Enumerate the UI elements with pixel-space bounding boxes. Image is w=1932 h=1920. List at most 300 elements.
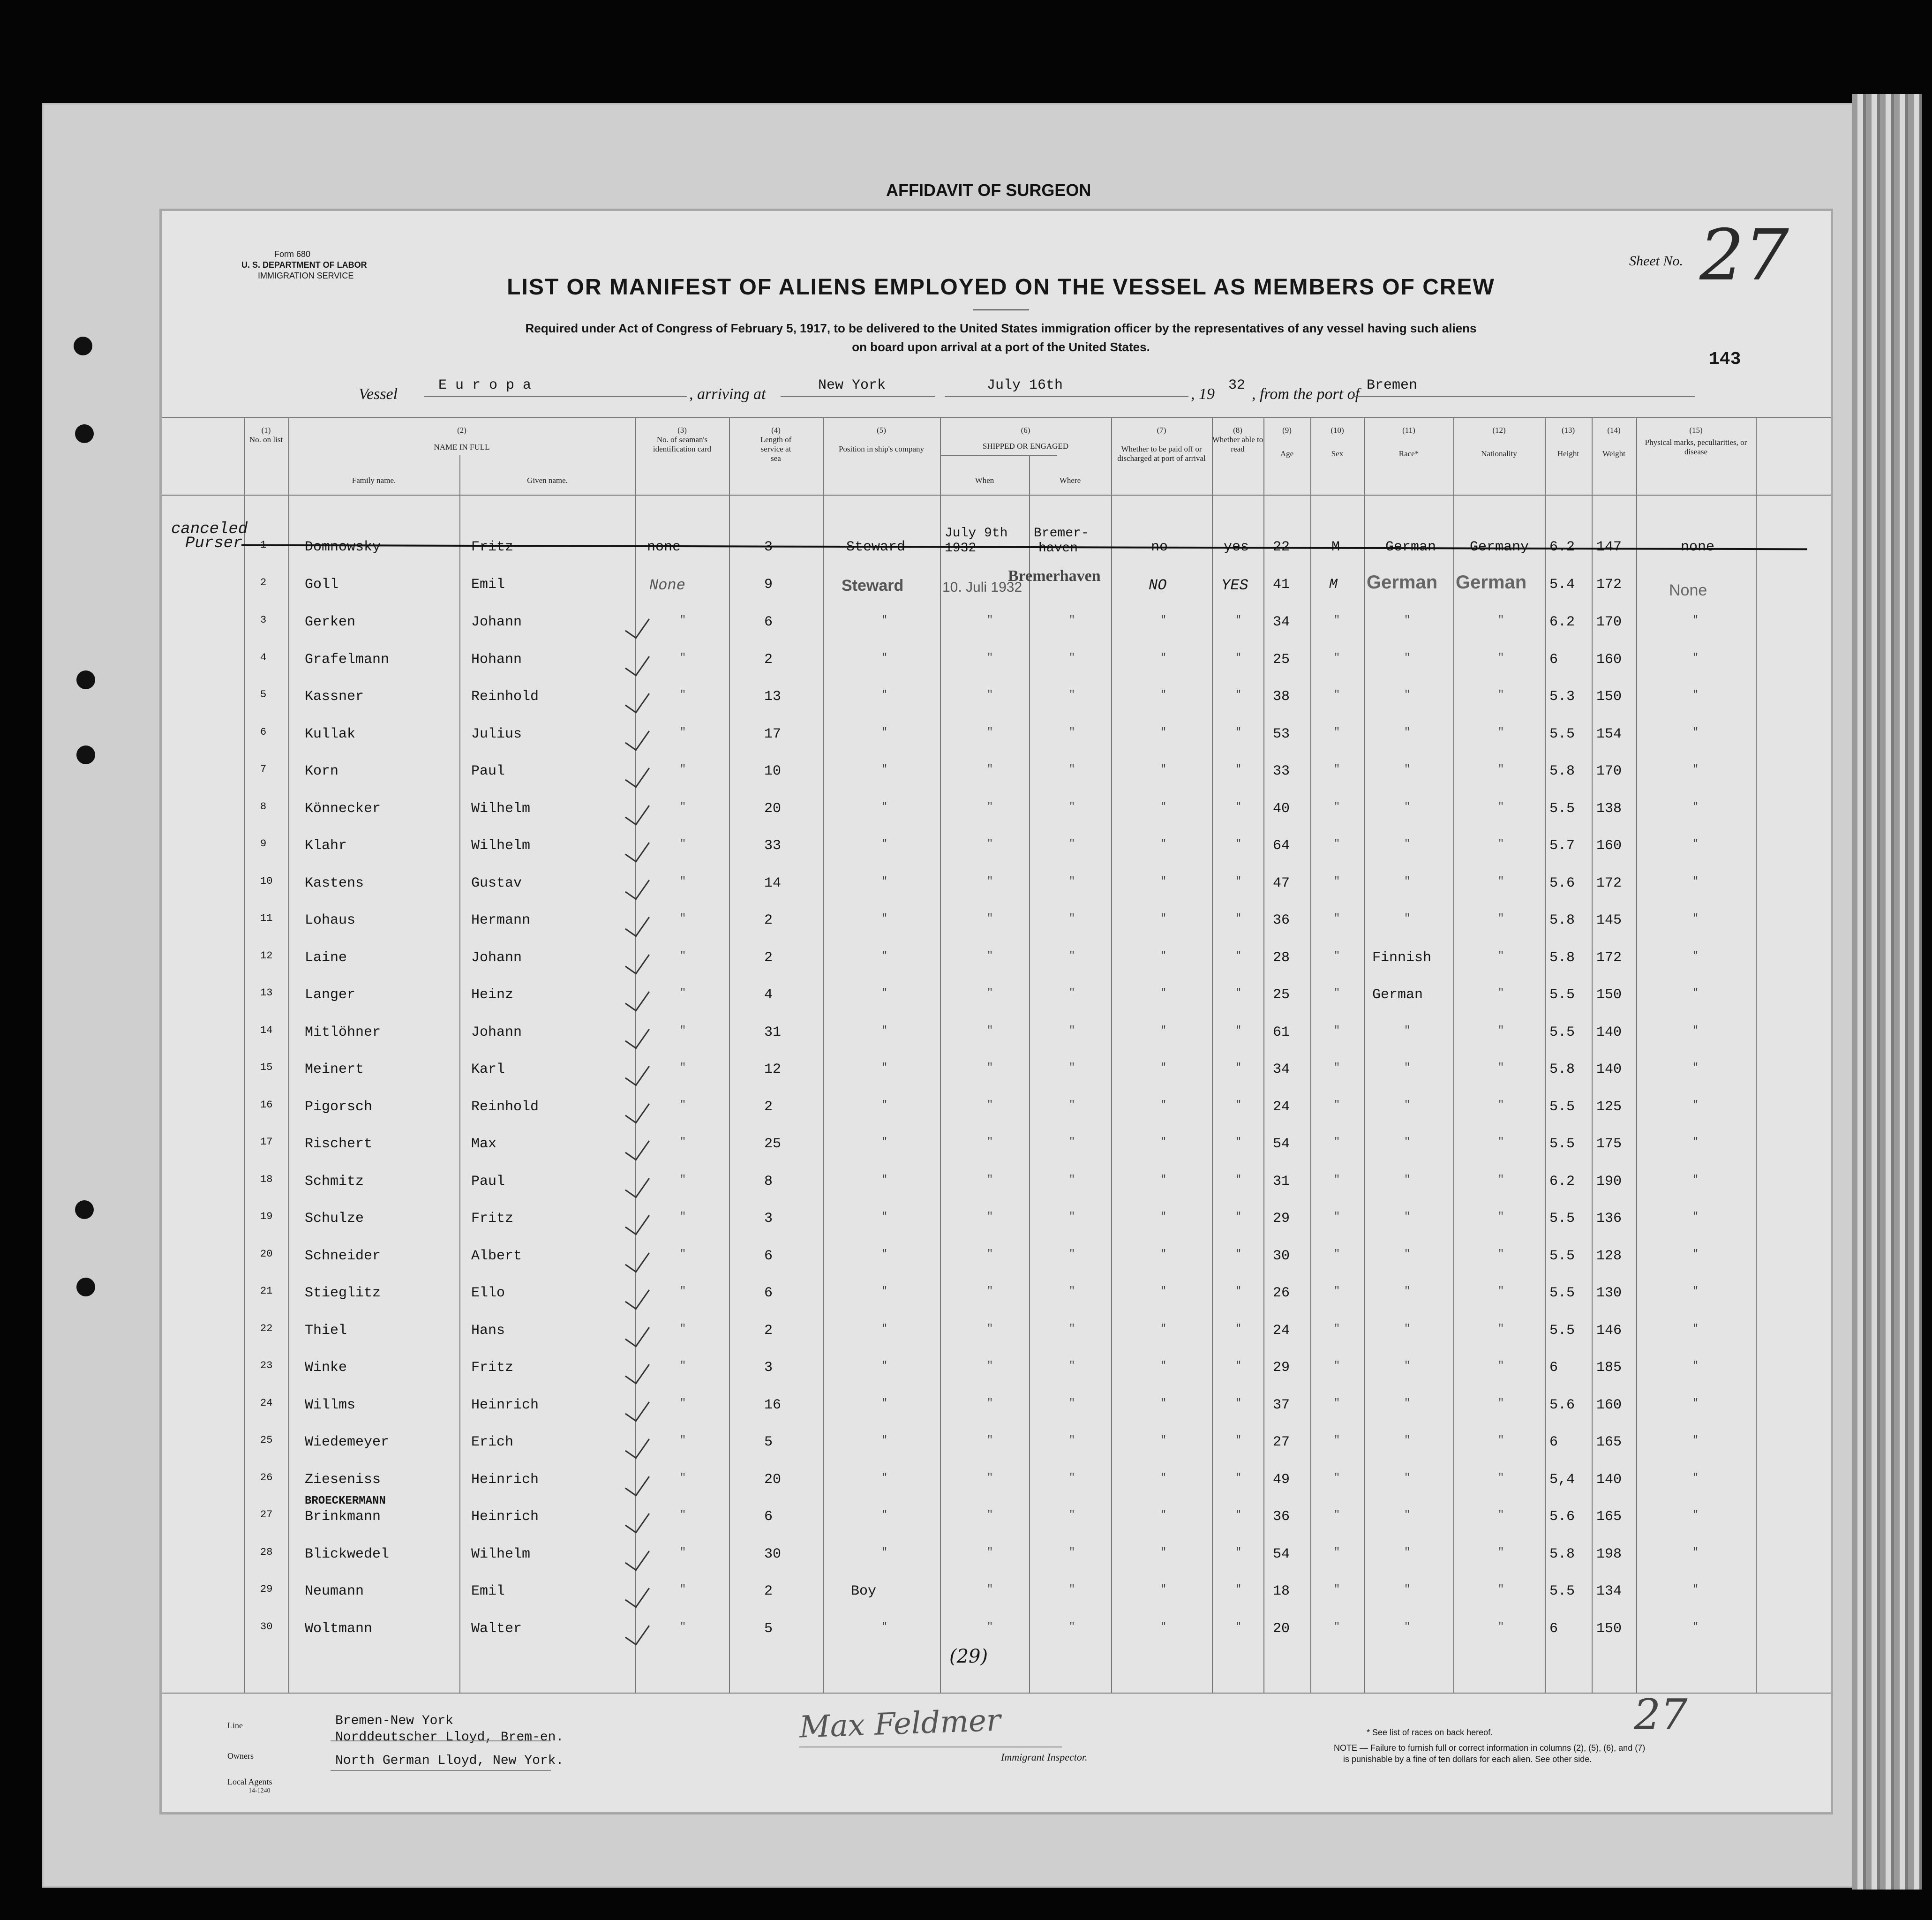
weight: 136 <box>1596 1211 1622 1227</box>
ditto-mark: " <box>1498 912 1504 924</box>
when-header: When <box>975 476 994 485</box>
ditto-mark: " <box>987 1285 993 1297</box>
checkmark-icon <box>625 1506 650 1533</box>
weight: 146 <box>1596 1322 1622 1339</box>
height: 6.2 <box>1549 614 1575 630</box>
col-5-title: Position in ship's company <box>838 444 925 453</box>
weight: 140 <box>1596 1471 1622 1488</box>
ditto-mark: " <box>1334 875 1340 887</box>
row-number: 26 <box>260 1471 273 1483</box>
ditto-mark: " <box>1160 875 1167 887</box>
ditto-mark: " <box>1069 1583 1075 1595</box>
ditto-mark: " <box>680 1211 686 1222</box>
weight: 150 <box>1596 1620 1622 1637</box>
ditto-mark: " <box>1235 1583 1242 1595</box>
ditto-mark: " <box>1235 838 1242 850</box>
ditto-mark: " <box>1334 1211 1340 1222</box>
ditto-mark: " <box>1498 800 1504 813</box>
weight: 160 <box>1596 651 1622 668</box>
ditto-mark: " <box>1692 1024 1699 1036</box>
service-name: IMMIGRATION SERVICE <box>258 271 354 280</box>
height: 5.5 <box>1549 1024 1575 1040</box>
ditto-mark: " <box>1334 1583 1340 1595</box>
ditto-mark: " <box>680 1173 686 1185</box>
family-name: Neumann <box>305 1583 364 1599</box>
ditto-mark: " <box>1498 987 1504 999</box>
weight: 145 <box>1596 912 1622 928</box>
ditto-mark: " <box>881 1360 888 1371</box>
ditto-mark: " <box>1404 1248 1411 1260</box>
id-card: none <box>647 539 681 555</box>
ditto-mark: " <box>1069 763 1075 775</box>
service-years: 2 <box>764 949 773 966</box>
table-row <box>162 605 1831 642</box>
ditto-mark: " <box>1160 1620 1167 1633</box>
col-7-number: (7) <box>1157 426 1166 435</box>
arrival-date: July 16th <box>987 377 1063 393</box>
ditto-mark: " <box>1498 1099 1504 1111</box>
col-8-title: Whether able to read <box>1212 435 1263 453</box>
ditto-mark: " <box>1160 1285 1167 1297</box>
ditto-mark: " <box>987 689 993 700</box>
age: 33 <box>1273 763 1290 779</box>
race: Finnish <box>1372 949 1432 966</box>
physical-marks: none <box>1681 539 1715 555</box>
table-row <box>162 679 1831 716</box>
ditto-mark: " <box>680 763 686 775</box>
ditto-mark: " <box>680 1471 686 1483</box>
checkmark-icon <box>625 760 650 788</box>
table-row <box>162 1574 1831 1611</box>
family-name: Brinkmann <box>305 1509 381 1525</box>
family-name: Könnecker <box>305 800 381 817</box>
ditto-mark: " <box>1404 651 1411 663</box>
departure-port: Bremen <box>1367 377 1418 393</box>
family-name: Blickwedel <box>305 1546 390 1562</box>
row-number: 1 <box>260 539 267 551</box>
row-number: 18 <box>260 1173 273 1185</box>
manifest-title: LIST OR MANIFEST OF ALIENS EMPLOYED ON THE VESSEL AS MEMBERS OF CREW <box>507 275 1495 300</box>
ditto-mark: " <box>1498 1434 1504 1446</box>
ditto-mark: " <box>1498 838 1504 850</box>
shipped-subrule <box>940 455 1057 456</box>
ditto-mark: " <box>1498 1620 1504 1633</box>
row-number: 23 <box>260 1360 273 1371</box>
ditto-mark: " <box>1692 912 1699 924</box>
ditto-mark: " <box>1692 1248 1699 1260</box>
ditto-mark: " <box>1069 912 1075 924</box>
age: 53 <box>1273 726 1290 742</box>
row-number: 7 <box>260 763 267 775</box>
ditto-mark: " <box>1334 987 1340 999</box>
race: German <box>1385 539 1436 555</box>
given-name: Hohann <box>471 651 522 668</box>
weight: 140 <box>1596 1024 1622 1040</box>
row-number: 25 <box>260 1434 273 1446</box>
inspector-label: Immigrant Inspector. <box>1001 1751 1088 1763</box>
table-row <box>162 567 1831 604</box>
ditto-mark: " <box>680 1620 686 1633</box>
given-name: Albert <box>471 1248 522 1264</box>
binder-hole <box>75 424 94 443</box>
service-years: 33 <box>764 838 782 854</box>
ditto-mark: " <box>680 912 686 924</box>
checkmark-icon <box>625 835 650 862</box>
ditto-mark: " <box>881 763 888 775</box>
age: 34 <box>1273 1062 1290 1077</box>
row-number: 30 <box>260 1620 273 1633</box>
ditto-mark: " <box>1498 614 1504 626</box>
ditto-mark: " <box>1235 1397 1242 1409</box>
ditto-mark: " <box>987 1434 993 1446</box>
ditto-mark: " <box>1334 1062 1340 1073</box>
ditto-mark: " <box>1692 1211 1699 1222</box>
ditto-mark: " <box>1069 1509 1075 1521</box>
given-name: Paul <box>471 1173 505 1190</box>
weight: 190 <box>1596 1173 1622 1190</box>
ditto-mark: " <box>1160 689 1167 700</box>
ditto-mark: " <box>1334 1620 1340 1633</box>
ditto-mark: " <box>881 1434 888 1446</box>
ditto-mark: " <box>1334 1322 1340 1334</box>
row-number: 29 <box>260 1583 273 1595</box>
service-years: 8 <box>764 1173 773 1190</box>
age: 25 <box>1273 651 1290 668</box>
checkmark-icon <box>625 1394 650 1422</box>
height: 5.5 <box>1549 1285 1575 1301</box>
line-label: Line <box>227 1721 243 1730</box>
ditto-mark: " <box>1404 614 1411 626</box>
ditto-mark: " <box>987 1024 993 1036</box>
ditto-mark: " <box>1235 726 1242 738</box>
service-years: 14 <box>764 875 782 891</box>
id-card: None <box>649 577 685 594</box>
ditto-mark: " <box>881 1620 888 1633</box>
ditto-mark: " <box>881 1173 888 1185</box>
ditto-mark: " <box>1404 1211 1411 1222</box>
ditto-mark: " <box>1069 1546 1075 1558</box>
ditto-mark: " <box>1160 1248 1167 1260</box>
ditto-mark: " <box>987 1322 993 1334</box>
ditto-mark: " <box>680 651 686 663</box>
table-row <box>162 1239 1831 1276</box>
table-row <box>162 1201 1831 1238</box>
table-row <box>162 1425 1831 1462</box>
ditto-mark: " <box>1692 875 1699 887</box>
ditto-mark: " <box>1235 1173 1242 1185</box>
col-11-header <box>1364 426 1453 459</box>
row-number: 27 <box>260 1509 273 1521</box>
ditto-mark: " <box>1692 1099 1699 1111</box>
shipped-when-stamp: 10. Juli 1932 <box>942 580 1022 595</box>
ditto-mark: " <box>1692 1471 1699 1483</box>
weight: 172 <box>1596 949 1622 966</box>
ditto-mark: " <box>987 1546 993 1558</box>
form-number: Form 680 <box>274 249 311 259</box>
row-number: 16 <box>260 1099 273 1111</box>
nationality: Germany <box>1470 539 1529 555</box>
col-3-title: No. of seaman's identification card <box>653 435 712 453</box>
ditto-mark: " <box>1404 1285 1411 1297</box>
ditto-mark: " <box>1334 1546 1340 1558</box>
service-years: 10 <box>764 763 782 779</box>
ditto-mark: " <box>1235 949 1242 962</box>
ditto-mark: " <box>1404 1546 1411 1558</box>
ditto-mark: " <box>1235 1024 1242 1036</box>
col-14-header <box>1592 426 1636 459</box>
col-3-number: (3) <box>677 426 687 435</box>
given-name: Paul <box>471 763 505 779</box>
family-name: Zieseniss <box>305 1471 381 1488</box>
ditto-mark: " <box>1692 987 1699 999</box>
age: 22 <box>1273 539 1290 555</box>
height: 5.5 <box>1549 726 1575 742</box>
row-number: 11 <box>260 912 273 924</box>
height: 5.8 <box>1549 949 1575 966</box>
port-rule <box>781 396 935 397</box>
table-row <box>162 1313 1831 1350</box>
sheet-label: Sheet No. <box>1629 253 1683 269</box>
page-number: 143 <box>1709 349 1741 369</box>
checkmark-icon <box>625 873 650 900</box>
ditto-mark: " <box>1404 1471 1411 1483</box>
ditto-mark: " <box>1692 726 1699 738</box>
height: 5.8 <box>1549 1062 1575 1077</box>
col-7-title: Whether to be paid off or discharged at port of arrival <box>1117 444 1206 463</box>
age: 25 <box>1273 987 1290 1003</box>
service-years: 6 <box>764 1248 773 1264</box>
col-14-title: Weight <box>1602 449 1625 458</box>
ditto-mark: " <box>881 726 888 738</box>
ditto-mark: " <box>680 800 686 813</box>
binder-hole <box>76 1278 95 1296</box>
ditto-mark: " <box>1498 1583 1504 1595</box>
ditto-mark: " <box>1069 1471 1075 1483</box>
ditto-mark: " <box>987 1397 993 1409</box>
col-14-number: (14) <box>1607 426 1621 435</box>
race-note: * See list of races on back hereof. <box>1367 1728 1493 1737</box>
ditto-mark: " <box>1692 1509 1699 1521</box>
ditto-mark: " <box>1160 1136 1167 1148</box>
ditto-mark: " <box>1069 1397 1075 1409</box>
given-name: Fritz <box>471 539 514 555</box>
family-name: Winke <box>305 1360 347 1376</box>
weight: 185 <box>1596 1360 1622 1376</box>
crew-manifest-form <box>159 209 1833 1815</box>
row-number: 6 <box>260 726 267 738</box>
height: 5.8 <box>1549 763 1575 779</box>
age: 31 <box>1273 1173 1290 1190</box>
ditto-mark: " <box>680 1062 686 1073</box>
ditto-mark: " <box>680 726 686 738</box>
service-years: 30 <box>764 1546 782 1562</box>
ditto-mark: " <box>1334 1099 1340 1111</box>
family-name: Schneider <box>305 1248 381 1264</box>
ditto-mark: " <box>1404 838 1411 850</box>
row-number: 14 <box>260 1024 273 1036</box>
service-years: 31 <box>764 1024 782 1040</box>
weight: 170 <box>1596 763 1622 779</box>
weight: 175 <box>1596 1136 1622 1152</box>
ditto-mark: " <box>1069 1360 1075 1371</box>
ditto-mark: " <box>881 1211 888 1222</box>
ditto-mark: " <box>680 838 686 850</box>
ditto-mark: " <box>987 1620 993 1633</box>
ditto-mark: " <box>1404 1024 1411 1036</box>
table-row <box>162 1090 1831 1127</box>
ditto-mark: " <box>1069 1099 1075 1111</box>
col-15-title: Physical marks, peculiarities, or disease <box>1645 438 1747 456</box>
checkmark-icon <box>625 1320 650 1347</box>
ditto-mark: " <box>1160 1211 1167 1222</box>
stacked-page-edges <box>1852 94 1922 1890</box>
service-years: 6 <box>764 614 773 630</box>
height: 5.8 <box>1549 1546 1575 1562</box>
manifest-subtitle <box>387 319 1615 356</box>
ditto-mark: " <box>1692 1546 1699 1558</box>
height: 5.3 <box>1549 689 1575 705</box>
ditto-mark: " <box>881 1099 888 1111</box>
table-row <box>162 1495 1831 1536</box>
footer-rule <box>331 1740 551 1741</box>
given-name: Walter <box>471 1620 522 1637</box>
family-name: Wiedemeyer <box>305 1434 390 1450</box>
sex: M <box>1329 577 1338 593</box>
ditto-mark: " <box>881 949 888 962</box>
age: 24 <box>1273 1099 1290 1115</box>
service-years: 13 <box>764 689 782 705</box>
ditto-mark: " <box>1404 912 1411 924</box>
position: Steward <box>846 539 906 555</box>
col-12-header <box>1453 426 1545 459</box>
where-header: Where <box>1059 476 1081 485</box>
ditto-mark: " <box>680 1248 686 1260</box>
height: 5.5 <box>1549 1583 1575 1599</box>
age: 36 <box>1273 1509 1290 1525</box>
ditto-mark: " <box>987 1509 993 1521</box>
ditto-mark: " <box>1069 1434 1075 1446</box>
ditto-mark: " <box>987 1583 993 1595</box>
ditto-mark: " <box>987 912 993 924</box>
ditto-mark: " <box>1692 1620 1699 1633</box>
ditto-mark: " <box>1692 1397 1699 1409</box>
ditto-mark: " <box>1404 1062 1411 1073</box>
agents-value: North German Lloyd, New York. <box>335 1754 564 1768</box>
row-number: 4 <box>260 651 267 663</box>
family-name: Pigorsch <box>305 1099 373 1115</box>
penalty-note-2: is punishable by a fine of ten dollars for each alien. See other side. <box>1343 1754 1592 1764</box>
ditto-mark: " <box>1498 1024 1504 1036</box>
given-name: Hermann <box>471 912 531 928</box>
service-years: 2 <box>764 912 773 928</box>
given-name: Heinz <box>471 987 514 1003</box>
given-name-header: Given name. <box>527 476 568 485</box>
family-name: Klahr <box>305 838 347 854</box>
checkmark-icon <box>625 1133 650 1160</box>
given-name: Johann <box>471 614 522 630</box>
family-name: Mitlöhner <box>305 1024 381 1040</box>
table-row <box>162 1537 1831 1574</box>
ditto-mark: " <box>987 1211 993 1222</box>
col-5-header <box>823 426 940 454</box>
family-name: Goll <box>305 577 339 593</box>
height: 5.6 <box>1549 1509 1575 1525</box>
service-years: 2 <box>764 1099 773 1115</box>
age: 28 <box>1273 949 1290 966</box>
ditto-mark: " <box>881 875 888 887</box>
checkmark-icon <box>625 798 650 825</box>
age: 47 <box>1273 875 1290 891</box>
weight: 150 <box>1596 987 1622 1003</box>
col-9-number: (9) <box>1282 426 1292 435</box>
ditto-mark: " <box>1160 800 1167 813</box>
table-row <box>162 903 1831 940</box>
ditto-mark: " <box>1235 1322 1242 1334</box>
ditto-mark: " <box>1498 1360 1504 1371</box>
ditto-mark: " <box>1069 875 1075 887</box>
ditto-mark: " <box>1235 689 1242 700</box>
ditto-mark: " <box>680 949 686 962</box>
ditto-mark: " <box>1404 689 1411 700</box>
table-row <box>162 866 1831 903</box>
given-name: Wilhelm <box>471 1546 531 1562</box>
table-row <box>162 1350 1831 1387</box>
col-9-title: Age <box>1280 449 1294 458</box>
height: 5.5 <box>1549 1248 1575 1264</box>
ditto-mark: " <box>1235 763 1242 775</box>
form-code: 14-1240 <box>248 1787 271 1794</box>
ditto-mark: " <box>1235 1211 1242 1222</box>
ditto-mark: " <box>1235 651 1242 663</box>
age: 64 <box>1273 838 1290 854</box>
ditto-mark: " <box>987 1173 993 1185</box>
col-15-header <box>1636 426 1756 457</box>
shipped-when: July 9th <box>945 526 1008 541</box>
height: 6.2 <box>1549 1173 1575 1190</box>
col-4-header <box>729 426 823 463</box>
ditto-mark: " <box>1692 949 1699 962</box>
position-stamp: Steward <box>842 577 904 595</box>
col-3-header <box>635 426 729 454</box>
height: 5.6 <box>1549 1397 1575 1413</box>
footer-rule <box>331 1770 551 1771</box>
col-11-title: Race* <box>1398 449 1419 458</box>
ditto-mark: " <box>1334 763 1340 775</box>
given-name: Wilhelm <box>471 838 531 854</box>
binder-hole <box>76 670 95 689</box>
family-name: Domnowsky <box>305 539 381 555</box>
table-row <box>162 1462 1831 1499</box>
family-name: Woltmann <box>305 1620 373 1637</box>
ditto-mark: " <box>1235 912 1242 924</box>
row-number: 15 <box>260 1062 273 1073</box>
given-name: Fritz <box>471 1360 514 1376</box>
paid-off: no <box>1151 539 1168 555</box>
ditto-mark: " <box>1498 1136 1504 1148</box>
ditto-mark: " <box>1160 1024 1167 1036</box>
height: 5.5 <box>1549 1136 1575 1152</box>
from-port-rule <box>1353 396 1695 397</box>
can-read: YES <box>1221 577 1248 594</box>
ditto-mark: " <box>1334 1360 1340 1371</box>
ditto-mark: " <box>987 1248 993 1260</box>
age: 38 <box>1273 689 1290 705</box>
service-years: 3 <box>764 1360 773 1376</box>
age: 61 <box>1273 1024 1290 1040</box>
total-count-note: (29) <box>949 1646 988 1667</box>
family-name: Kastens <box>305 875 364 891</box>
given-name: Emil <box>471 577 505 593</box>
